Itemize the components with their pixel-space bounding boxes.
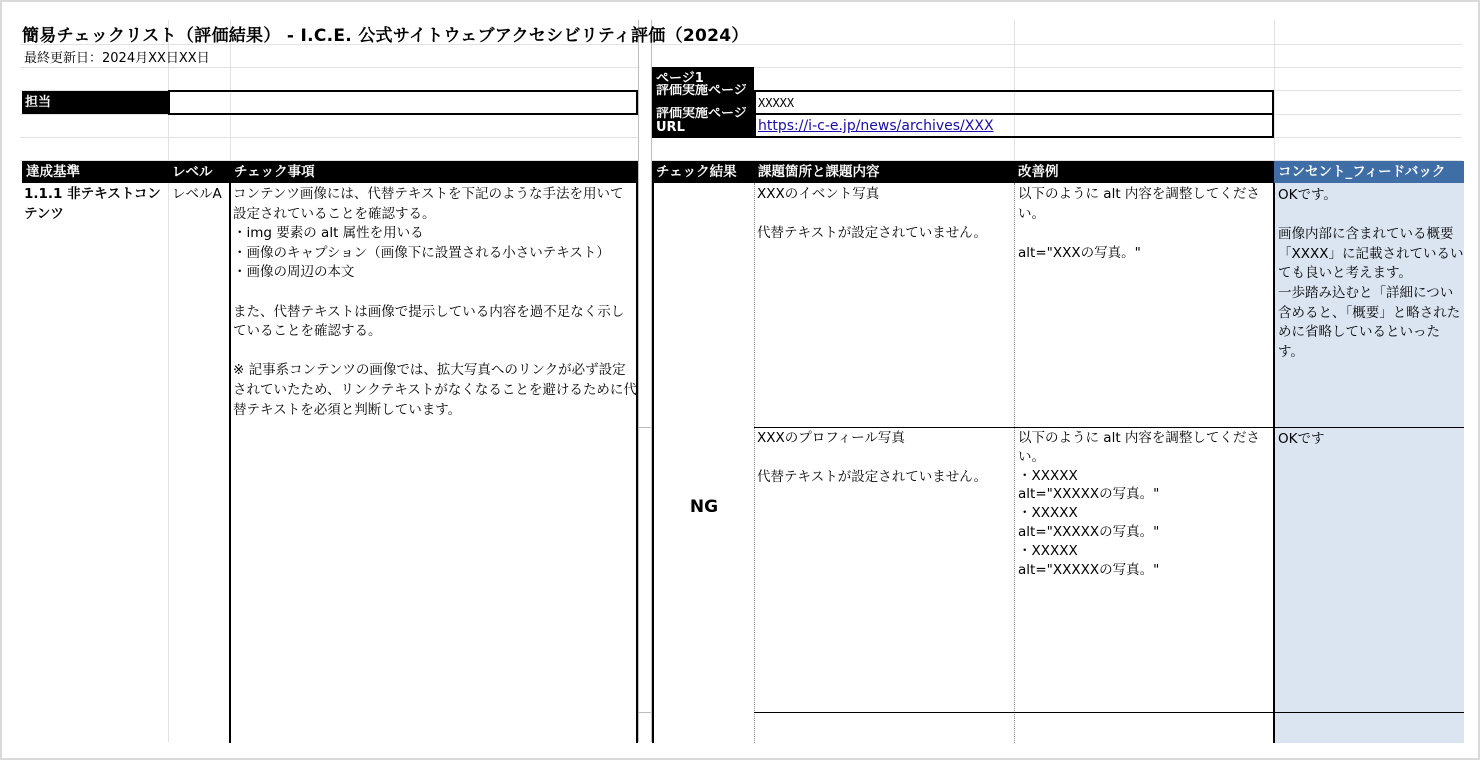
page-info-value-block	[754, 90, 1274, 138]
improvement-cell[interactable]: 以下のように alt 内容を調整してください。 alt="XXXの写真。"	[1018, 186, 1260, 261]
row-separator	[754, 427, 1464, 428]
header-check-item: チェック事項	[230, 161, 638, 183]
result-cell[interactable]: NG	[689, 497, 719, 517]
row-separator	[754, 712, 1464, 713]
border	[1014, 183, 1015, 743]
page-info-label-block	[652, 67, 754, 138]
border	[1273, 183, 1275, 743]
row-separator	[638, 427, 652, 428]
page-url-value[interactable]	[758, 115, 994, 137]
page-name-label: 評価実施ページ	[656, 84, 747, 98]
check-item-cell[interactable]: コンテンツ画像には、代替テキストを下記のような手法を用いて設定されていることを確認する。 ・img 要素の alt 属性を用いる ・画像のキャプション（画像下に設置される小さいテキスト） ・画像の周辺の本文 また、代替テキストは画像で提示している内容を過不足なく示していることを確認する。 ※ 記事系コンテンツの画像では、拡大写真へのリンクが必ず設定されていたため、リンクテキストがなくなることを避けるために代替テキストを必須と判断しています。	[233, 186, 637, 418]
border	[652, 183, 654, 743]
frozen-pane-divider[interactable]	[638, 20, 652, 742]
improvement-cell[interactable]: 以下のように alt 内容を調整してください。 ・XXXXX alt="XXXXXの写真。" ・XXXXX alt="XXXXXの写真。" ・XXXXX alt="XXXXXの写真。"	[1018, 430, 1260, 578]
header-feedback: コンセント_フィードバック	[1274, 161, 1464, 183]
header-issue: 課題箇所と課題内容	[754, 161, 1014, 183]
header-criterion: 達成基準	[22, 161, 168, 183]
feedback-cell[interactable]: OKです。 画像内部に含まれている概要「XXXX」に記載されているいても良いと考えます。 一歩踏み込むと「詳細につい含めると、「概要」と略されために省略しているといったす。	[1278, 187, 1464, 360]
page-url-link[interactable]: https://i-c-e.jp/news/archives/XXX	[758, 118, 994, 134]
last-updated: 最終更新日：2024月XX日XX日	[24, 51, 210, 66]
criterion-cell[interactable]: 1.1.1 非テキストコンテンツ	[24, 186, 161, 222]
border	[754, 183, 755, 743]
page-url-label: 評価実施ページURL	[656, 107, 747, 135]
header-improvement: 改善例	[1014, 161, 1274, 183]
header-level: レベル	[168, 161, 230, 183]
assignee-label: 担当	[22, 91, 168, 114]
row-separator	[638, 712, 652, 713]
issue-cell[interactable]: XXXのイベント写真 代替テキストが設定されていません。	[757, 186, 988, 242]
feedback-cell[interactable]: OKです	[1278, 431, 1325, 447]
gridline	[168, 20, 169, 742]
header-result: チェック結果	[652, 161, 754, 183]
border	[229, 183, 231, 743]
assignee-field[interactable]	[168, 90, 638, 115]
sheet-title: 簡易チェックリスト（評価結果） - I.C.E. 公式サイトウェブアクセシビリティ評価（2024）	[22, 26, 749, 46]
level-cell[interactable]: レベルA	[172, 186, 222, 202]
issue-cell[interactable]: XXXのプロフィール写真 代替テキストが設定されていません。	[757, 430, 988, 486]
page-label: ページ1	[656, 71, 704, 86]
page-name-value[interactable]: XXXXX	[758, 96, 795, 110]
